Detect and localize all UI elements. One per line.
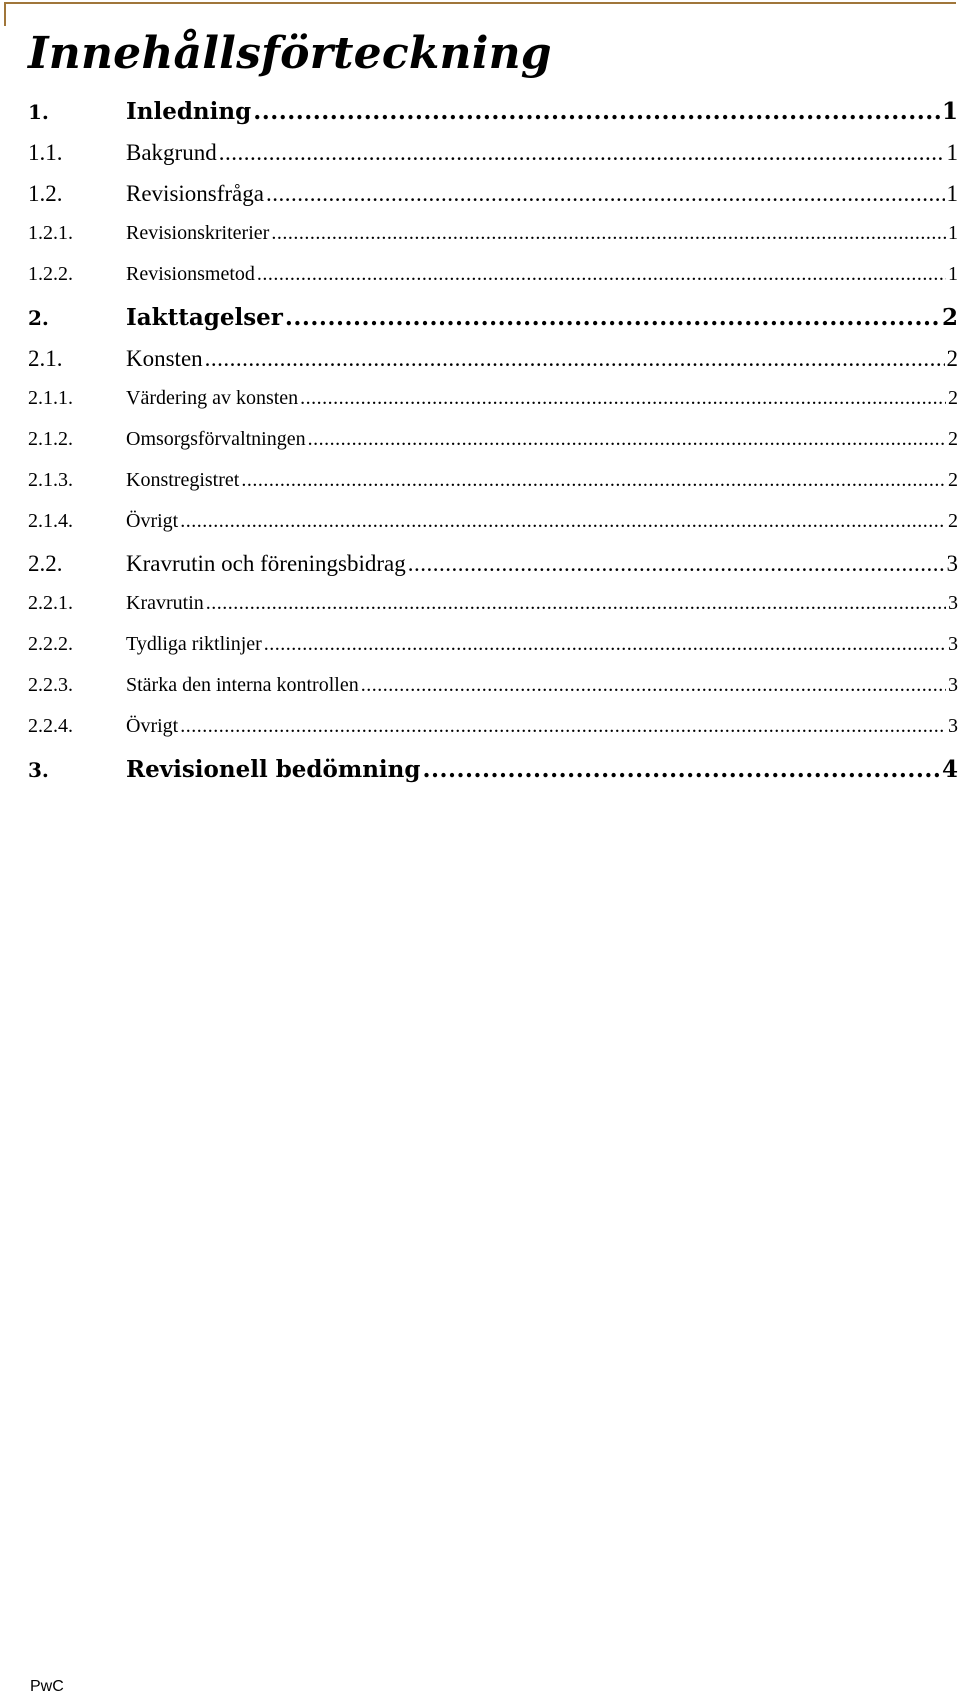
toc-entry-title: Tydliga riktlinjer [126, 633, 262, 655]
toc-entry[interactable] [28, 387, 958, 428]
toc-entry-title: Kravrutin [126, 592, 204, 614]
toc-entry[interactable] [28, 304, 958, 346]
toc-entry[interactable] [28, 98, 958, 140]
toc-entry-page: 1 [946, 181, 958, 206]
toc-dot-leader [219, 140, 945, 166]
toc-entry-title: Värdering av konsten [126, 387, 299, 409]
toc-entry-title: Revisionskriterier [126, 222, 270, 244]
toc-entry-title: Konsten [126, 346, 203, 371]
toc-entry-title: Omsorgsförvaltningen [126, 428, 306, 450]
toc-dot-leader [253, 98, 940, 125]
toc-dot-leader [205, 346, 945, 372]
toc-entry[interactable] [28, 633, 958, 674]
toc-entry[interactable] [28, 510, 958, 551]
toc-entry-number: 3. [28, 758, 49, 782]
toc-entry-page: 3 [948, 633, 958, 655]
toc-dot-leader [257, 263, 946, 286]
toc-entry-number: 2.1.1. [28, 387, 73, 409]
toc-entry-number: 1.2.2. [28, 263, 73, 285]
toc-entry[interactable] [28, 140, 958, 181]
toc-entry-number: 2.1.3. [28, 469, 73, 491]
toc-entry-page: 2 [948, 428, 958, 450]
page-title: Innehållsförteckning [28, 28, 552, 79]
toc-dot-leader [180, 510, 946, 533]
toc-entry[interactable] [28, 346, 958, 387]
toc-dot-leader [264, 633, 946, 656]
toc-entry-title: Revisionsmetod [126, 263, 255, 285]
top-border-rule [4, 2, 956, 4]
toc-dot-leader [361, 674, 946, 697]
toc-entry-number: 2.1.4. [28, 510, 73, 532]
toc-entry-page: 2 [948, 469, 958, 491]
toc-entry-title: Stärka den interna kontrollen [126, 674, 359, 696]
toc-entry-number: 2.2.1. [28, 592, 73, 614]
toc-entry-title: Iakttagelser [126, 304, 283, 331]
toc-entry-title: Övrigt [126, 510, 179, 532]
toc-entry[interactable] [28, 181, 958, 222]
toc-entry-number: 2.1. [28, 346, 63, 371]
toc-entry-number: 2.1.2. [28, 428, 73, 450]
toc-dot-leader [285, 304, 940, 331]
toc-entry-title: Övrigt [126, 715, 179, 737]
toc-dot-leader [206, 592, 946, 615]
toc-dot-leader [271, 222, 946, 245]
toc-entry-number: 2.2.2. [28, 633, 73, 655]
toc-dot-leader [422, 756, 940, 783]
toc-entry-number: 1.2. [28, 181, 63, 206]
toc-entry-title: Revisionell bedömning [126, 756, 421, 783]
toc-entry-title: Revisionsfråga [126, 181, 264, 206]
toc-entry[interactable] [28, 674, 958, 715]
toc-entry-title: Konstregistret [126, 469, 240, 491]
toc-entry-page: 2 [946, 346, 958, 371]
table-of-contents [28, 98, 958, 798]
toc-dot-leader [308, 428, 946, 451]
toc-entry-page: 3 [948, 674, 958, 696]
toc-entry[interactable] [28, 428, 958, 469]
toc-entry-page: 4 [941, 756, 958, 783]
toc-entry-page: 2 [941, 304, 958, 331]
toc-entry-page: 2 [948, 387, 958, 409]
toc-entry-page: 3 [948, 592, 958, 614]
toc-entry[interactable] [28, 469, 958, 510]
corner-tick-mark [4, 2, 6, 26]
toc-dot-leader [266, 181, 945, 207]
toc-entry-number: 1.2.1. [28, 222, 73, 244]
toc-entry-number: 1.1. [28, 140, 63, 165]
toc-entry[interactable] [28, 592, 958, 633]
toc-entry-page: 1 [941, 98, 958, 125]
toc-dot-leader [180, 715, 946, 738]
toc-entry-page: 1 [948, 222, 958, 244]
toc-entry[interactable] [28, 551, 958, 592]
toc-entry[interactable] [28, 222, 958, 263]
toc-entry-page: 3 [948, 715, 958, 737]
toc-entry-number: 1. [28, 100, 49, 124]
toc-entry-title: Bakgrund [126, 140, 217, 165]
toc-entry-page: 1 [948, 263, 958, 285]
toc-entry-number: 2. [28, 306, 49, 330]
toc-entry-number: 2.2. [28, 551, 63, 576]
toc-entry-page: 1 [946, 140, 958, 165]
toc-entry-number: 2.2.3. [28, 674, 73, 696]
toc-dot-leader [300, 387, 946, 410]
toc-entry[interactable] [28, 263, 958, 304]
toc-dot-leader [241, 469, 946, 492]
footer-brand-label: PwC [30, 1678, 64, 1695]
toc-entry-page: 2 [948, 510, 958, 532]
toc-entry-title: Kravrutin och föreningsbidrag [126, 551, 406, 576]
toc-entry[interactable] [28, 715, 958, 756]
toc-entry-page: 3 [946, 551, 958, 576]
toc-dot-leader [408, 551, 945, 577]
toc-entry-number: 2.2.4. [28, 715, 73, 737]
toc-entry[interactable] [28, 756, 958, 798]
toc-entry-title: Inledning [126, 98, 252, 125]
